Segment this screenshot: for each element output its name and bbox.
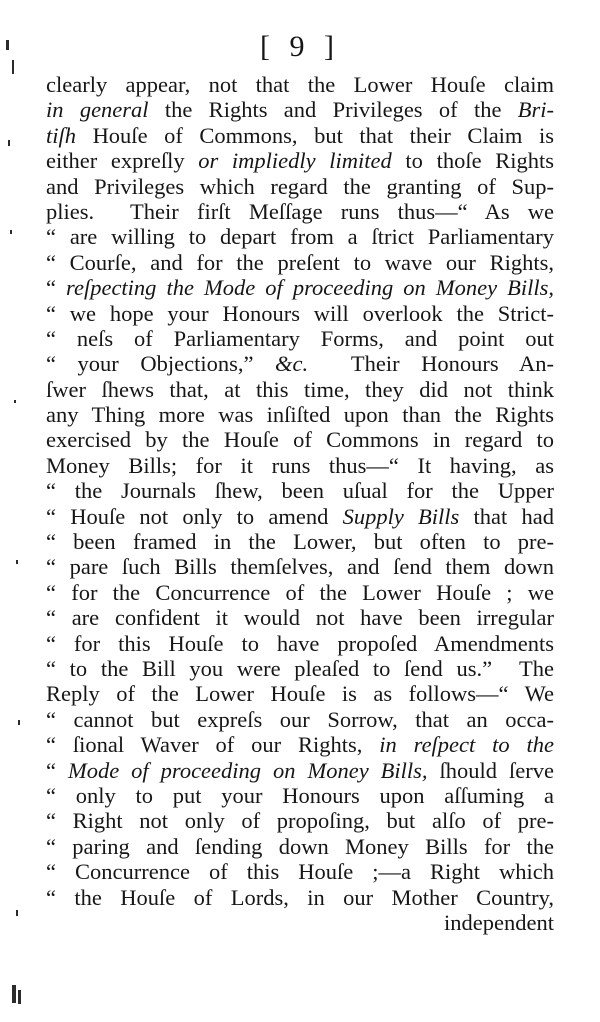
- text-segment: “ paring and ſending down Money Bills for the: [46, 833, 554, 859]
- text-segment: “ to the Bill you were pleaſed to ſend us.” The: [46, 655, 554, 681]
- text-segment: “ the Houſe of Lords, in our Mother Country,: [46, 884, 554, 910]
- text-line: [46, 123, 554, 148]
- italic-text: Supply Bills: [342, 503, 460, 529]
- text-segment: “ your Objections,”: [46, 351, 276, 377]
- text-line: [46, 504, 554, 529]
- italic-text: &c.: [275, 351, 309, 377]
- italic-text: Bri-: [517, 97, 555, 123]
- text-line: [46, 174, 554, 199]
- italic-text: tiſh: [46, 122, 77, 148]
- text-line: [46, 554, 554, 579]
- text-segment: “ cannot but expreſs our Sorrow, that an occa-: [46, 706, 554, 732]
- text-line: [46, 427, 554, 452]
- text-line: [46, 72, 554, 97]
- text-segment: “ Courſe, and for the preſent to wave our Rights,: [46, 249, 554, 275]
- text-segment: any Thing more was inſiſted upon than the Rights: [46, 402, 554, 428]
- text-segment: “ are willing to depart from a ſtrict Parliamentary: [46, 224, 554, 250]
- text-segment: “ the Journals ſhew, been uſual for the Upper: [46, 478, 554, 504]
- text-line: [46, 199, 554, 224]
- body-text: [46, 72, 554, 935]
- text-segment: clearly appear, not that the Lower Houſe claim: [46, 72, 554, 97]
- text-line: [46, 250, 554, 275]
- text-line: [46, 148, 554, 173]
- text-line: [46, 707, 554, 732]
- text-segment: “ ſional Waver of our Rights,: [46, 732, 380, 758]
- text-line: [46, 758, 554, 783]
- text-line: [46, 275, 554, 300]
- text-segment: Money Bills; for it runs thus—“ It having, as: [46, 452, 554, 478]
- text-line: [46, 605, 554, 630]
- italic-text: or impliedly limited: [198, 148, 392, 174]
- text-line: [46, 402, 554, 427]
- text-segment: Reply of the Lower Houſe is as follows—“ We: [46, 681, 554, 707]
- text-line: [46, 834, 554, 859]
- text-segment: “ been framed in the Lower, but often to pre-: [46, 529, 554, 555]
- text-line: [46, 732, 554, 757]
- text-line: [46, 224, 554, 249]
- text-line: [46, 631, 554, 656]
- text-segment: Their Honours An-: [308, 351, 554, 377]
- text-line: [46, 808, 554, 833]
- text-segment: “ are confident it would not have been irregular: [46, 605, 554, 631]
- text-line: [46, 351, 554, 376]
- text-segment: “ for the Concurrence of the Lower Houſe ; we: [46, 579, 554, 605]
- text-segment: either expreſly: [46, 148, 199, 174]
- text-segment: Houſe of Commons, but that their Claim is: [76, 122, 554, 148]
- text-line: [46, 885, 554, 910]
- text-line: [46, 859, 554, 884]
- text-line: [46, 301, 554, 326]
- text-segment: ſhould ſerve: [427, 757, 554, 783]
- text-line: [46, 681, 554, 706]
- text-segment: “ Houſe not only to amend: [46, 503, 343, 529]
- text-segment: independent: [444, 909, 554, 935]
- text-line: [46, 97, 554, 122]
- text-line: [46, 580, 554, 605]
- text-line: [46, 783, 554, 808]
- page-number: [ 9 ]: [260, 30, 340, 63]
- text-line: [46, 656, 554, 681]
- text-segment: plies. Their firſt Meſſage runs thus—“ As we: [46, 198, 554, 224]
- text-segment: “ neſs of Parliamentary Forms, and point out: [46, 325, 554, 351]
- text-segment: “: [46, 275, 67, 301]
- text-segment: ſwer ſhews that, at this time, they did not think: [46, 376, 554, 402]
- text-segment: “ for this Houſe to have propoſed Amendments: [46, 630, 554, 656]
- italic-text: in reſpect to the: [379, 732, 554, 758]
- text-line: [46, 529, 554, 554]
- text-line: [46, 478, 554, 503]
- italic-text: in general: [46, 97, 149, 123]
- text-segment: and Privileges which regard the granting of Sup-: [46, 173, 554, 199]
- text-segment: “ pare ſuch Bills themſelves, and ſend them down: [46, 554, 554, 580]
- text-segment: exercised by the Houſe of Commons in regard to: [46, 427, 554, 453]
- text-segment: the Rights and Privileges of the: [148, 97, 518, 123]
- catchword: [46, 910, 554, 935]
- text-segment: “ Right not only of propoſing, but alſo of pre-: [46, 808, 554, 834]
- text-segment: “ only to put your Honours upon aſſuming a: [46, 782, 554, 808]
- text-segment: that had: [459, 503, 554, 529]
- text-segment: to thoſe Rights: [391, 148, 554, 174]
- text-segment: “: [46, 757, 68, 783]
- italic-text: Mode of proceeding on Money Bills,: [67, 757, 428, 783]
- text-line: [46, 377, 554, 402]
- italic-text: reſpecting the Mode of proceeding on Money Bills,: [66, 275, 554, 301]
- text-line: [46, 453, 554, 478]
- text-line: [46, 326, 554, 351]
- text-segment: “ Concurrence of this Houſe ;—a Right which: [46, 859, 554, 885]
- binding-gutter: [0, 0, 26, 1022]
- text-segment: “ we hope your Honours will overlook the Strict-: [46, 300, 554, 326]
